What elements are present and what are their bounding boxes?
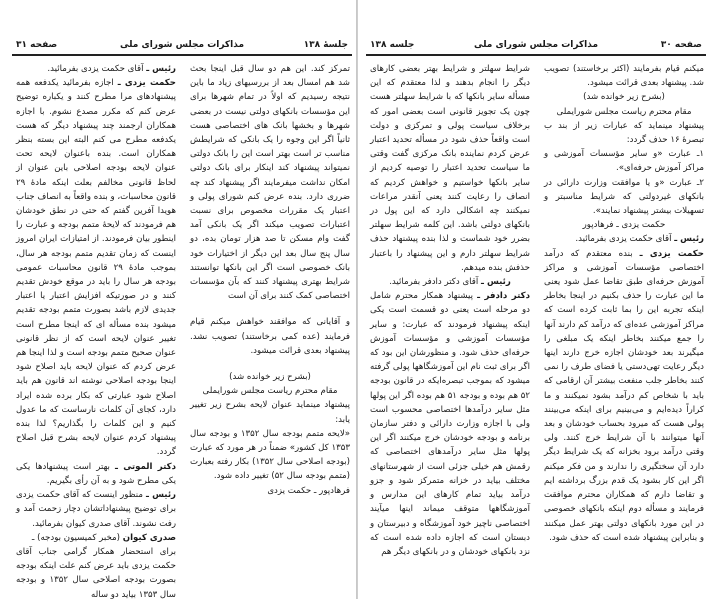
speaker: دکتر دادفر ـ bbox=[477, 291, 530, 302]
page-31 bbox=[12, 0, 352, 599]
speech: رئیس ـ آقای حکمت یزدی بفرمائید. bbox=[47, 64, 176, 74]
page-number: صفحه ۳۱ bbox=[16, 40, 58, 50]
speech: دکتر دادفر ـ پیشنهاد همکار محترم شامل دو مرحله است یعنی دو قسمت است یکی اینکه پیشنهاد فرمودند که عبارت: و سایر مؤسسات آموزشی و مؤسسات آموزش حرفه‌ای حذف شود. و منظورشان این بود که اگر برای ثبت نام این آموزشگاهها پولی گرفته میشود که بموجب تبصره‌ایکه در قانون بودجه ۵۲ هم بوده و بودجه ۵۱ هم بوده اگر این پولها مثل سایر درآمدها اختصاصی محسوب است ولی با اجازه وزارت دارائی و دفتر سازمان برنامه و بودجه خودشان خرج میکنند اگر این پولها مثل سایر درآمدهای اختصاصی که رقمش هم خیلی جزئی است از شهرستانهای مختلف بیاید در خزانه متمرکز شود و جزو درآمد بیاید تمام کارهای این مدارس و آموزشگاهها متوقف میماند اینها میآیند اختصاصی ناچیز خود آموزشگاه و دبیرستان و دبستان است که اجازه داده شده است که نزد بانکهای خودشان و در بانکهای دیگر هم bbox=[370, 291, 530, 557]
signatories: حکمت یزدی ـ فرهادپور bbox=[582, 220, 666, 231]
speech: رئیس ـ منظور اینست که آقای حکمت یزدی برای توضیح پیشنهاداتشان دچار زحمت آمد و رفت نشوند. آقای صدری کیوان بفرمائید. bbox=[16, 490, 176, 529]
running-title: مذاکرات مجلس شورای ملی bbox=[473, 40, 599, 50]
running-title: مذاکرات مجلس شورای ملی bbox=[119, 40, 245, 50]
paragraph: شرایط سهلتر و شرایط بهتر بعضی کارهای دیگر را انجام بدهند و لذا معتقدم که این مسأله سایر بانکها که با شرایط سهلتر هست چون یک تجویز قانونی است بعضی امور که برخلاف سیاست پولی و تمرکزی و دولت است واقعاً حذف شود در مسأله تحدید اعتبار عرض کردم نماینده بانک مرکزی گفت وقتی ما سیاست تحدید اعتبار را توصیه کردیم از سایر بانکها خواستیم و خواهش کردیم که انصاف را رعایت کنند یعنی آنقدر مراعات نمیکنند چه اشکالی دارد که این پول در بانکهای دولتی باشد. این کلمه شرایط سهلتر بضرر خود شماست و لذا بنده پیشنهاد حذف شرایط سهلتر دارم و این پیشنهاد را باعتبار حذفش بنده میدهم. bbox=[370, 64, 530, 273]
session-number: جلسه ۱۳۸ bbox=[370, 40, 415, 50]
speaker: دکتر الموتی ـ bbox=[114, 461, 176, 472]
paragraph: تمرکز کند. این هم دو سال قبل اینجا بحث شد هم امسال بعد از بررسیهای زیاد ما باین نتیجه رسیدیم که اولاً در تمام شهرها برای این مؤسسات بانکهای دولتی نیست در بعضی شهرها و بخشها بانک های اختصاصی هست ثانیاً اگر این وجوه را یک بانکی که شرایطش مناسب تر است بهتر است این را بانک دولتی نمیتواند پیشنهاد کند اینکار برای بانک دولتی امکان نداشت میفرمایند اگر پیشنهاد کند چه ضرری دارد. بنده عرض کنم شورای پولی و اعتبار یک مقررات مخصوص برای نسبت اعتبارات تصویب میکند اگر یک بانکی آمد گفت وام مسکن تا صد هزار تومان بده، دو سال پنج سال بعد این دیگر از اختیارات خود بانک خصوصی است اگر این بانکها توانستند شرایط بهتری پیشنهاد کنند که بآن مؤسسات اختصاصی کمک کنند برای آن است bbox=[190, 64, 350, 302]
speaker: رئیس ـ bbox=[145, 490, 176, 501]
speech: رئیس ـ آقای حکمت یزدی بفرمائید. bbox=[575, 234, 704, 245]
paragraph: پیشنهاد مینماید عنوان لایحه بشرح زیر تغییر یابد: bbox=[190, 400, 350, 425]
read-note: (بشرح زیر خوانده شد) bbox=[583, 92, 665, 103]
paragraph: ۱ـ عبارت «و سایر مؤسسات آموزشی و مراکز آموزش حرفه‌ای». bbox=[544, 149, 704, 174]
text-column-right bbox=[544, 62, 704, 545]
speaker: حکمت یزدی ـ bbox=[639, 248, 704, 259]
paragraph: ۲ـ عبارت «و یا موافقت وزارت دارائی در بانکهای غیردولتی که شرایط مناسبتر و تسهیلات بیشتر پیشنهاد نمایند». bbox=[544, 177, 704, 217]
paragraph: «لایحه متمم بودجه سال ۱۳۵۲ و بودجه سال ۱۳۵۳ کل کشور» ضمناً در هر مورد که عبارت (بودجه اصلاحی سال ۱۳۵۲) بکار رفته بعبارت (متمم بودجه سال ۵۲) تغییر داده شود. bbox=[190, 428, 350, 482]
signatories: فرهادپور ـ حکمت یزدی bbox=[267, 485, 350, 496]
text-column-left bbox=[16, 62, 176, 602]
page-header bbox=[366, 38, 706, 56]
text-column-left bbox=[370, 62, 530, 559]
paragraph: و آقایانی که موافقند خواهش میکنم قیام فرمایند (عده کمی برخاستند) تصویب نشد. پیشنهاد بعدی قرائت میشود. bbox=[190, 317, 350, 356]
speech: رئیس ـ آقای دکتر دادفر بفرمائید. bbox=[389, 277, 511, 288]
paragraph: پیشنهاد مینماید که عبارات زیر از بند ب تبصرهٔ ۱۶ حذف گردد: bbox=[544, 120, 704, 146]
page-number: صفحه ۳۰ bbox=[660, 40, 702, 50]
page-gutter bbox=[356, 0, 358, 599]
speech: برای استحضار همکار گرامی جناب آقای حکمت یزدی باید عرض کنم علت اینکه بودجه بصورت بودجه اصلاحی سال ۱۳۵۲ و بودجه سال ۱۳۵۳ بیاید دو ساله bbox=[16, 546, 176, 600]
speaker: رئیس ـ bbox=[481, 277, 511, 288]
speaker: حکمت یزدی ـ bbox=[117, 78, 176, 89]
speaker: رئیس ـ bbox=[146, 64, 176, 74]
speaker: رئیس ـ bbox=[674, 234, 704, 245]
addressee: مقام محترم ریاست مجلس شورایملی bbox=[202, 386, 338, 397]
speaker: صدری کیوان bbox=[122, 532, 176, 543]
speech: صدری کیوان (مخبر کمیسیون بودجه) ـ bbox=[31, 532, 176, 543]
paragraph: میکنم قیام بفرمایند (اکثر برخاستند) تصویب شد. پیشنهاد بعدی قرائت میشود. bbox=[544, 64, 704, 89]
speech: حکمت یزدی ـ بنده معتقدم که درآمد اختصاصی مؤسسات آموزشی و مراکز آموزش حرفه‌ای طبق تقاضا عمل شود یعنی ما این عبارت را حذف بکنیم در اینجا بخاطر اینکه تجربه این را بما ثابت کرده است که مراکز آموزشی عده‌ای که درآمد کم دارند آنها را جمع میکنند بخاطر اینکه یک مبلغی را میگیرند بعد خودشان اجازه خرج دارند اینها دیگر رعایت تهی‌دستی یا فضای طرف را نمی کنند بخاطر جلب منفعت بیشتر آن ارقامی که باید با شخاص کم درآمد بشود نمیکنند و ما کراراً دیده‌ایم و می‌بینیم برای اینکه می‌بینند پولی هست که میرود بحساب خودشان و بعد آنها میتوانند با آن شرایط خرج کنند. ولی وقتی درآمد برود بخزانه که یک شرایط دیگر دارد آن سختگیری را ندارند و من فکر میکنم اگر این کار بشود یک قدم بزرگ برداشته ایم و تقاضا دارم که همکاران محترم موافقت فرمایند و مسأله دوم اینکه بانکهای خصوصی در این مورد بانکهای دولتی بهتر عمل میکنند و بنابراین پیشنهاد شده است که حذف شود. bbox=[544, 248, 704, 543]
addressee: مقام محترم ریاست مجلس شورایملی bbox=[556, 106, 692, 117]
speech: حکمت یزدی ـ اجازه بفرمائید یکدفعه همه پیشنهادهای مرا مطرح کنند و یکباره توضیح عرض کنم که مکرر مصدع نشوم. با اجازه همکاران ارجمند چند پیشنهاد دیگر که هست یکدفعه مطرح می کنم البته این بسته بنظر همکاران است. بنده باعنوان لایحه تحت عنوان لایحه بودجه اصلاحی باین عنوان از لحاظ قانونی مخالفم بعلت اینکه مادهٔ ۲۹ قانون محاسبات، و بنده واقعاً به انصاف جناب هویدا آفرین گفتم که حتی در نطق خودشان هم فرمودند که لایحهٔ متمم بودجه و عبارت را اینطور بیان فرمودند. از امتیازات ایران امروز اینست که زمان تقدیم متمم بودجه هر سال، بموجب مادهٔ ۲۹ قانون محاسبات عمومی بودجه هر سال را باید در موقع خودش تقدیم کنند و در صورتیکه افزایش اعتبار یا اعتبار جدیدی لازم باشد بصورت متمم بودجه تقدیم میشود بنده مسأله ای که اینجا مطرح است تغییر عنوان لایحه است که از نظر قانونی عنوان صحیح متمم بودجه است و لذا اینجا هم عرض کردم که عنوان لایحه باید اصلاح شود اینجا بودجه اصلاحی نوشته اند قانون هم باید اصلاح شود عبارتی که بکار برده شده ایراد دارد، کجای آن کلمات نارساست که ما عدول کنیم و این کلمات را بگذاریم؟ لذا بنده پیشنهاد کردم عنوان لایحه بشرح قبل اصلاح گردد. bbox=[16, 78, 176, 458]
read-note: (بشرح زیر خوانده شد) bbox=[229, 372, 311, 383]
page-header bbox=[12, 38, 352, 56]
speech: دکتر الموتی ـ بهتر است پیشنهادها یکی یکی مطرح شود و به آن رأی بگیریم. bbox=[16, 461, 176, 486]
text-column-right bbox=[190, 62, 350, 498]
page-30 bbox=[366, 0, 706, 599]
session-number: جلسهٔ ۱۳۸ bbox=[303, 40, 348, 50]
